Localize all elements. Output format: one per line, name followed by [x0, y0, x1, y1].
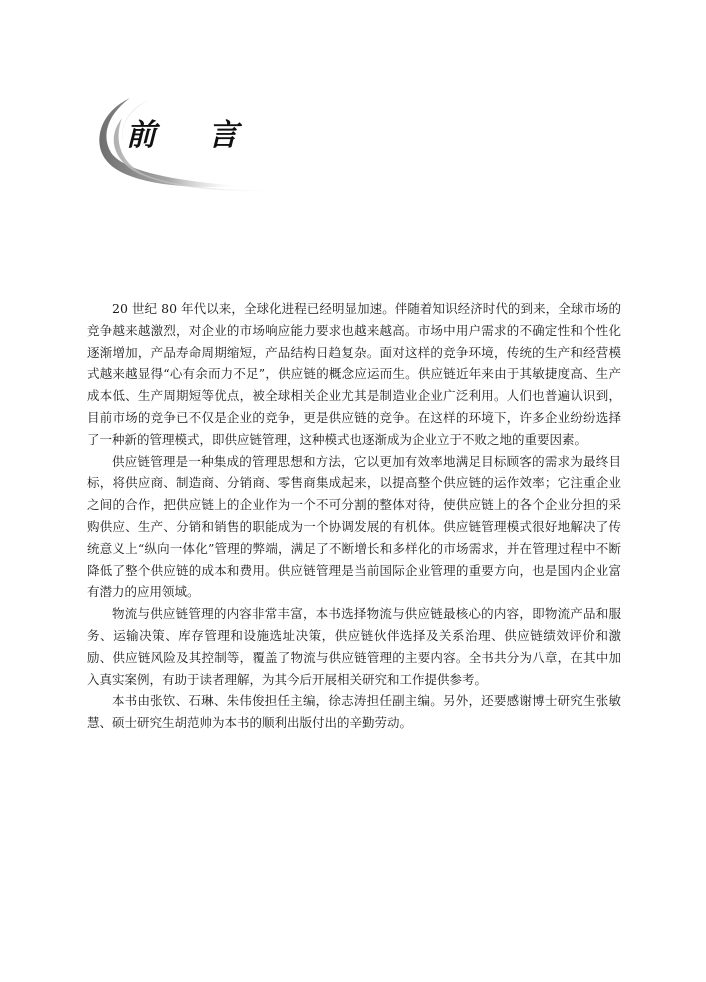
paragraph: 20 世纪 80 年代以来，全球化进程已经明显加速。伴随着知识经济时代的到来，全球市场的竞争越来越激烈，对企业的市场响应能力要求也越来越高。市场中用户需求的不确定性和个性化逐渐增加，产品寿命周期缩短，产品结构日趋复杂。面对这样的竞争环境，传统的生产和经营模式越来越显得“心有余而力不足”，供应链的概念应运而生。供应链近年来由于其敏捷度高、生产成本低、生产周期短等优点，被全球相关企业尤其是制造业企业广泛利用。人们也普遍认识到，目前市场的竞争已不仅是企业的竞争，更是供应链的竞争。在这样的环境下，许多企业纷纷选择了一种新的管理模式，即供应链管理，这种模式也逐渐成为企业立于不败之地的重要因素。: [87, 301, 621, 447]
paragraph: 物流与供应链管理的内容非常丰富，本书选择物流与供应链最核心的内容，即物流产品和服务、运输决策、库存管理和设施选址决策，供应链伙伴选择及关系治理、供应链绩效评价和激励、供应链风险及其控制等，覆盖了物流与供应链管理的主要内容。全书共分为八章，在其中加入真实案例，有助于读者理解，为其今后开展相关研究和工作提供参考。: [87, 606, 621, 687]
page-title: 前言: [126, 118, 290, 153]
paragraph: 供应链管理是一种集成的管理思想和方法，它以更加有效率地满足目标顾客的需求为最终目标，将供应商、制造商、分销商、零售商集成起来，以提高整个供应链的运作效率；它注重企业之间的合作，把供应链上的企业作为一个不可分割的整体对待，使供应链上的各个企业分担的采购供应、生产、分销和销售的职能成为一个协调发展的有机体。供应链管理模式很好地解决了传统意义上“纵向一体化”管理的弊端，满足了不断增长和多样化的市场需求，并在管理过程中不断降低了整个供应链的成本和费用。供应链管理是当前国际企业管理的重要方向，也是国内企业富有潜力的应用领域。: [87, 453, 621, 600]
paragraph: 本书由张钦、石琳、朱伟俊担任主编，徐志涛担任副主编。另外，还要感谢博士研究生张敏慧、硕士研究生胡范帅为本书的顺利出版付出的辛勤劳动。: [87, 693, 621, 731]
preface-body: [87, 298, 621, 734]
